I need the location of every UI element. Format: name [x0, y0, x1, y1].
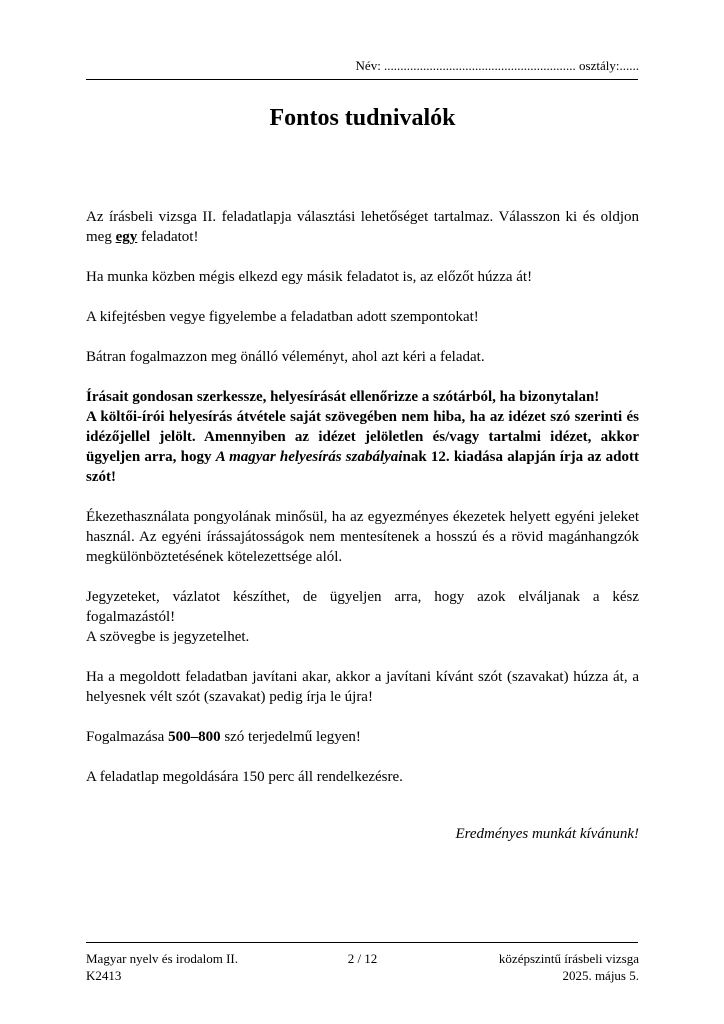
instruction-choose-task: [86, 207, 639, 247]
instruction-length-text-a: Fogalmazása: [86, 729, 169, 745]
name-class-field: Név: ........................................................... osztály:......: [355, 58, 639, 73]
footer-exam-level: középszintű írásbeli vizsga: [498, 951, 639, 966]
footer-subject: Magyar nyelv és irodalom II.: [86, 951, 238, 966]
instruction-quotation: [86, 407, 639, 487]
instruction-opinion: Bátran fogalmazzon meg önálló véleményt, ahol azt kéri a feladat.: [86, 349, 485, 365]
instruction-corrections: Ha a megoldott feladatban javítani akar, akkor a javítani kívánt szót (szavakat) húzza át, a helyesnek vélt szót (szavakat) pedig írja le újra!: [86, 669, 639, 705]
instruction-strike-previous: Ha munka közben mégis elkezd egy másik feladatot is, az előzőt húzza át!: [86, 269, 533, 285]
header-rule: [86, 79, 638, 80]
page-footer: [86, 950, 639, 984]
instruction-accents: Ékezethasználata pongyolának minősül, ha az egyezményes ékezetek helyett egyéni jeleket használ. Az egyéni írássajátosságok nem mentesítenek a hosszú és a rövid magánhangzók megkülönböztetésének kötelezettsége alól.: [86, 509, 639, 565]
instruction-quotation-text-a: A költői-írói helyesírás átvétele saját szövegében nem hiba, ha az idézet szó szerinti és idézőjellel jelölt. Amennyiben az idézet jelöletlen és/vagy tartalmi idézet, akkor ügyeljen arra, hogy: [86, 409, 639, 465]
footer-rule: [86, 942, 638, 943]
instruction-criteria: A kifejtésben vegye figyelembe a feladatban adott szempontokat!: [86, 309, 479, 325]
footer-code: K2413: [86, 968, 122, 983]
instruction-quotation-book-title: A magyar helyesírás szabályai: [215, 449, 403, 465]
instruction-notes-line-b: A szövegbe is jegyzetelhet.: [86, 629, 250, 645]
instruction-quotation-text-b: nak 12. kiadása alapján írja az adott szót!: [86, 449, 639, 485]
instruction-time: A feladatlap megoldására 150 perc áll rendelkezésre.: [86, 769, 403, 785]
instruction-notes-line-a: Jegyzeteket, vázlatot készíthet, de ügyeljen arra, hogy azok elváljanak a kész fogalmazástól!: [86, 589, 639, 625]
instruction-notes: [86, 587, 639, 647]
instruction-choose-task-text-a: Az írásbeli vizsga II. feladatlapja választási lehetőséget tartalmaz. Válasszon ki és oldjon meg: [86, 209, 639, 245]
footer-page-number: 2 / 12: [347, 951, 378, 966]
footer-date: 2025. május 5.: [562, 968, 639, 983]
instruction-spelling: Írásait gondosan szerkessze, helyesírását ellenőrizze a szótárból, ha bizonytalan!: [86, 389, 600, 405]
instruction-length: [86, 727, 639, 747]
signoff: Eredményes munkát kívánunk!: [455, 826, 639, 842]
instructions-body: [86, 207, 639, 807]
instruction-choose-task-emphasis: egy: [115, 229, 138, 245]
page-title: Fontos tudnivalók: [269, 105, 456, 131]
instruction-length-text-b: szó terjedelmű legyen!: [220, 729, 361, 745]
instruction-length-range: 500–800: [168, 729, 221, 745]
instruction-choose-task-text-b: feladatot!: [137, 229, 199, 245]
